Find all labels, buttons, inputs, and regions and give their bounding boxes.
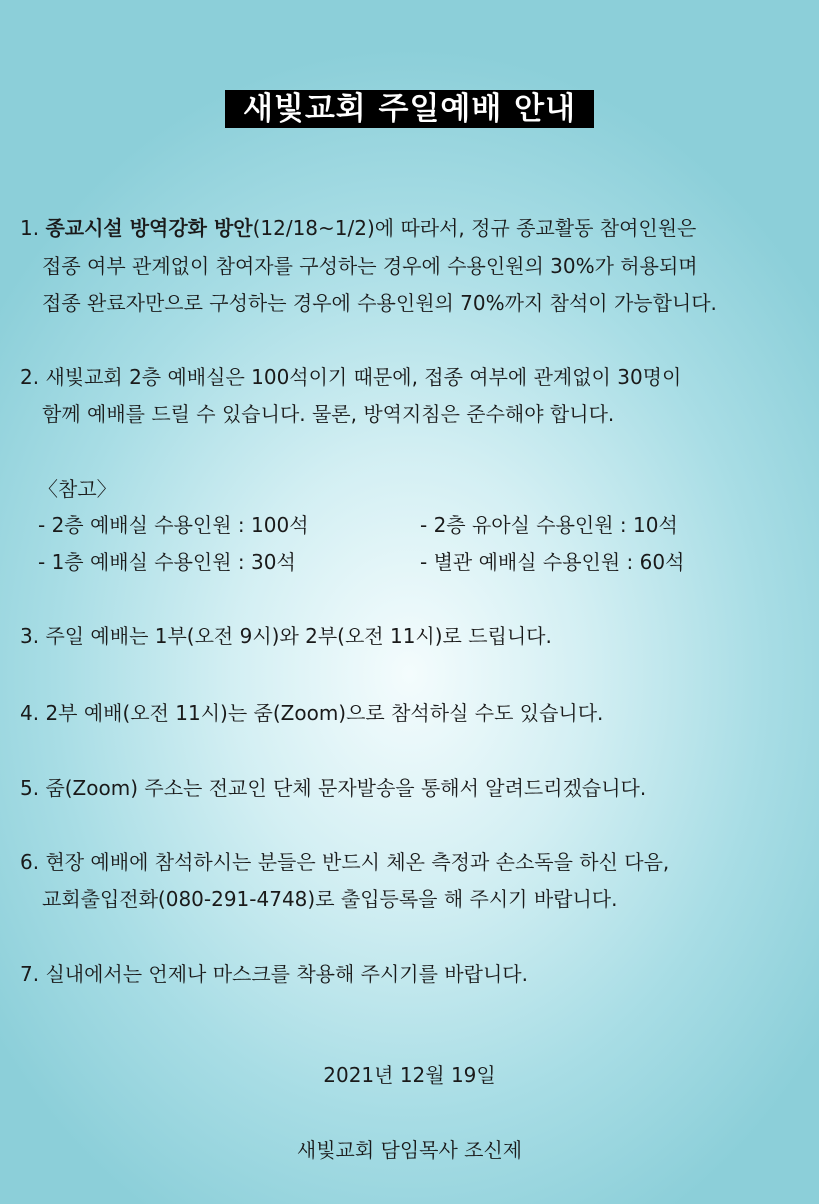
item-4: 4. 2부 예배(오전 11시)는 줌(Zoom)으로 참석하실 수도 있습니다.	[20, 701, 604, 725]
notice-date: 2021년 12월 19일	[323, 1063, 496, 1087]
item-1-bold: 종교시설 방역강화 방안	[45, 216, 253, 240]
item-1-line-1	[20, 215, 696, 241]
item-2-line-2: 함께 예배를 드릴 수 있습니다. 물론, 방역지침은 준수해야 합니다.	[42, 402, 615, 426]
item-1-number: 1.	[20, 216, 40, 240]
item-6-line-1: 6. 현장 예배에 참석하시는 분들은 반드시 체온 측정과 손소독을 하신 다음,	[20, 850, 670, 874]
item-1-rest: (12/18~1/2)에 따라서, 정규 종교활동 참여인원은	[252, 216, 697, 240]
reference-row-1-left: - 2층 예배실 수용인원 : 100석	[38, 513, 309, 537]
item-6-line-2: 교회출입전화(080-291-4748)로 출입등록을 해 주시기 바랍니다.	[42, 887, 618, 911]
item-7: 7. 실내에서는 언제나 마스크를 착용해 주시기를 바랍니다.	[20, 962, 528, 986]
reference-heading: 〈참고〉	[38, 477, 117, 501]
item-2-line-1: 2. 새빛교회 2층 예배실은 100석이기 때문에, 접종 여부에 관계없이 30명이	[20, 365, 682, 389]
reference-row-1-right: - 2층 유아실 수용인원 : 10석	[420, 513, 678, 537]
reference-row-2-left: - 1층 예배실 수용인원 : 30석	[38, 550, 296, 574]
item-1-line-3: 접종 완료자만으로 구성하는 경우에 수용인원의 70%까지 참석이 가능합니다.	[42, 291, 717, 315]
item-1-line-2: 접종 여부 관계없이 참여자를 구성하는 경우에 수용인원의 30%가 허용되며	[42, 254, 698, 278]
item-3: 3. 주일 예배는 1부(오전 9시)와 2부(오전 11시)로 드립니다.	[20, 624, 552, 648]
page-title: 새빛교회 주일예배 안내	[225, 90, 594, 128]
signature: 새빛교회 담임목사 조신제	[296, 1138, 523, 1162]
reference-row-2-right: - 별관 예배실 수용인원 : 60석	[420, 550, 685, 574]
item-5: 5. 줌(Zoom) 주소는 전교인 단체 문자발송을 통해서 알려드리겠습니다.	[20, 776, 647, 800]
title-wrap	[0, 90, 819, 128]
